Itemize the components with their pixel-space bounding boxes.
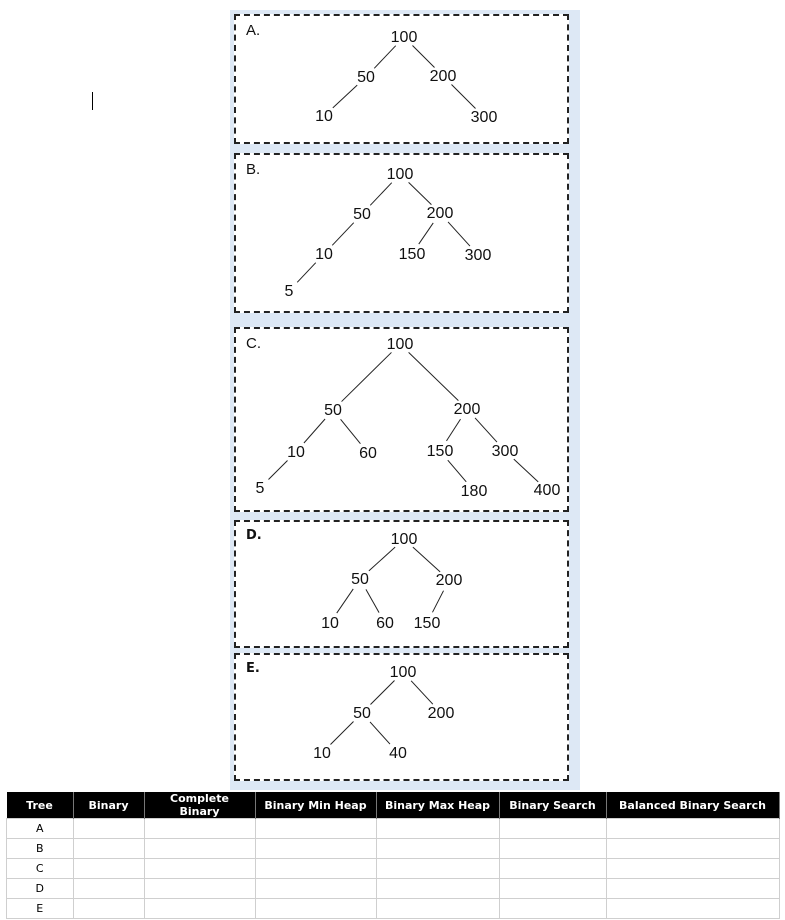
table-cell[interactable] [73, 839, 144, 859]
header-binary-search: Binary Search [499, 792, 606, 819]
tree-e-node-10: 10 [313, 745, 331, 762]
table-cell[interactable] [255, 839, 376, 859]
row-tree-label: D [7, 879, 74, 899]
tree-b-node-5: 5 [284, 283, 294, 300]
tree-d-node-60: 60 [376, 615, 394, 632]
tree-e-node-100: 100 [389, 664, 417, 681]
tree-e-node-200: 200 [427, 705, 455, 722]
table-cell[interactable] [606, 879, 779, 899]
table-cell[interactable] [606, 899, 779, 919]
tree-a-edge-50-10 [333, 85, 357, 108]
table-cell[interactable] [606, 839, 779, 859]
tree-c-node-10: 10 [287, 444, 305, 461]
table-cell[interactable] [255, 819, 376, 839]
tree-a-box [234, 14, 569, 144]
table-cell[interactable] [376, 879, 499, 899]
tree-d-node-150: 150 [413, 615, 441, 632]
tree-b-box [234, 153, 569, 313]
tree-d-node-50: 50 [351, 571, 369, 588]
table-cell[interactable] [376, 819, 499, 839]
tree-d-label: D. [246, 528, 262, 543]
tree-c-box [234, 327, 569, 512]
row-tree-label: C [7, 859, 74, 879]
tree-c-edge-200-150 [446, 419, 460, 441]
tree-d-edge-50-10 [337, 589, 353, 613]
table-cell[interactable] [144, 879, 255, 899]
table-cell[interactable] [73, 879, 144, 899]
table-cell[interactable] [499, 819, 606, 839]
tree-e-edge-100-50 [370, 680, 394, 704]
tree-a-node-50: 50 [357, 69, 375, 86]
table-cell[interactable] [144, 839, 255, 859]
tree-a-edge-200-300 [451, 84, 475, 108]
table-cell[interactable] [144, 899, 255, 919]
tree-d-node-200: 200 [435, 572, 463, 589]
tree-e-label: E. [246, 661, 260, 676]
tree-d-edge-200-150 [432, 591, 443, 613]
table-cell[interactable] [606, 859, 779, 879]
tree-c-edge-50-60 [341, 419, 361, 443]
table-cell[interactable] [376, 839, 499, 859]
tree-c-edge-300-400 [514, 459, 538, 482]
row-tree-label: E [7, 899, 74, 919]
tree-b-node-10: 10 [315, 246, 333, 263]
tree-c-edge-200-300 [475, 418, 497, 442]
tree-e-node-40: 40 [389, 745, 407, 762]
tree-c-label: C. [246, 335, 261, 352]
table-cell[interactable] [499, 839, 606, 859]
tree-c-edge-50-10 [304, 419, 325, 443]
tree-c-node-60: 60 [359, 445, 377, 462]
header-tree: Tree [7, 792, 74, 819]
header-binary-min-heap: Binary Min Heap [255, 792, 376, 819]
table-header-row [7, 792, 780, 819]
tree-d-box [234, 520, 569, 648]
tree-c-node-5: 5 [255, 480, 265, 497]
table-cell[interactable] [255, 859, 376, 879]
table-cell[interactable] [499, 859, 606, 879]
table-cell[interactable] [376, 899, 499, 919]
tree-c-node-300: 300 [491, 443, 519, 460]
tree-b-node-150: 150 [398, 246, 426, 263]
tree-c-edge-150-180 [448, 460, 466, 482]
table-row [7, 859, 780, 879]
table-cell[interactable] [73, 899, 144, 919]
tree-e-box [234, 653, 569, 781]
table-cell[interactable] [376, 859, 499, 879]
table-cell[interactable] [144, 859, 255, 879]
tree-c-node-400: 400 [533, 482, 561, 499]
tree-b-diagram [236, 155, 571, 315]
tree-e-edge-50-40 [370, 722, 390, 744]
tree-b-edge-100-200 [409, 182, 432, 204]
tree-e-edge-100-200 [411, 681, 433, 704]
tree-b-label: B. [246, 161, 261, 178]
tree-a-edge-100-200 [412, 45, 434, 67]
header-balanced-binary-search: Balanced Binary Search [606, 792, 779, 819]
tree-c-edge-100-200 [409, 352, 459, 400]
tree-d-diagram [236, 522, 571, 650]
tree-a-label: A. [246, 22, 261, 39]
tree-b-edge-50-10 [332, 223, 353, 246]
classification-table [6, 792, 780, 919]
tree-c-edge-100-50 [342, 352, 392, 401]
table-cell[interactable] [73, 819, 144, 839]
tree-e-diagram [236, 655, 571, 783]
tree-a-node-300: 300 [470, 109, 498, 126]
header-binary-max-heap: Binary Max Heap [376, 792, 499, 819]
tree-c-node-200: 200 [453, 401, 481, 418]
header-complete-binary: Complete Binary [144, 792, 255, 819]
tree-a-node-200: 200 [429, 68, 457, 85]
tree-c-node-100: 100 [386, 336, 414, 353]
tree-d-edge-100-200 [413, 547, 440, 572]
header-binary: Binary [73, 792, 144, 819]
tree-d-edge-100-50 [369, 547, 395, 571]
tree-d-edge-50-60 [366, 589, 379, 612]
table-row [7, 899, 780, 919]
tree-d-node-10: 10 [321, 615, 339, 632]
tree-c-node-180: 180 [460, 483, 488, 500]
table-cell[interactable] [255, 899, 376, 919]
table-cell[interactable] [255, 879, 376, 899]
table-cell[interactable] [606, 819, 779, 839]
tree-c-diagram [236, 329, 571, 514]
table-row [7, 819, 780, 839]
tree-a-edge-100-50 [374, 46, 395, 69]
tree-b-node-100: 100 [386, 166, 414, 183]
row-tree-label: B [7, 839, 74, 859]
row-tree-label: A [7, 819, 74, 839]
table-row [7, 879, 780, 899]
tree-a-node-100: 100 [390, 29, 418, 46]
tree-e-node-50: 50 [353, 705, 371, 722]
tree-d-node-100: 100 [390, 531, 418, 548]
table-cell[interactable] [499, 899, 606, 919]
tree-b-node-300: 300 [464, 247, 492, 264]
tree-b-edge-200-150 [419, 223, 433, 244]
tree-b-edge-10-5 [297, 263, 316, 283]
tree-b-node-50: 50 [353, 206, 371, 223]
tree-c-node-50: 50 [324, 402, 342, 419]
table-cell[interactable] [499, 879, 606, 899]
tree-b-edge-100-50 [370, 183, 391, 206]
tree-c-node-150: 150 [426, 443, 454, 460]
tree-a-diagram [236, 16, 571, 146]
tree-e-edge-50-10 [330, 721, 353, 744]
table-cell[interactable] [144, 819, 255, 839]
tree-a-node-10: 10 [315, 108, 333, 125]
table-cell[interactable] [73, 859, 144, 879]
tree-c-edge-10-5 [268, 460, 287, 479]
tree-b-edge-200-300 [448, 222, 470, 246]
tree-b-node-200: 200 [426, 205, 454, 222]
table-row [7, 839, 780, 859]
text-cursor [92, 92, 93, 110]
